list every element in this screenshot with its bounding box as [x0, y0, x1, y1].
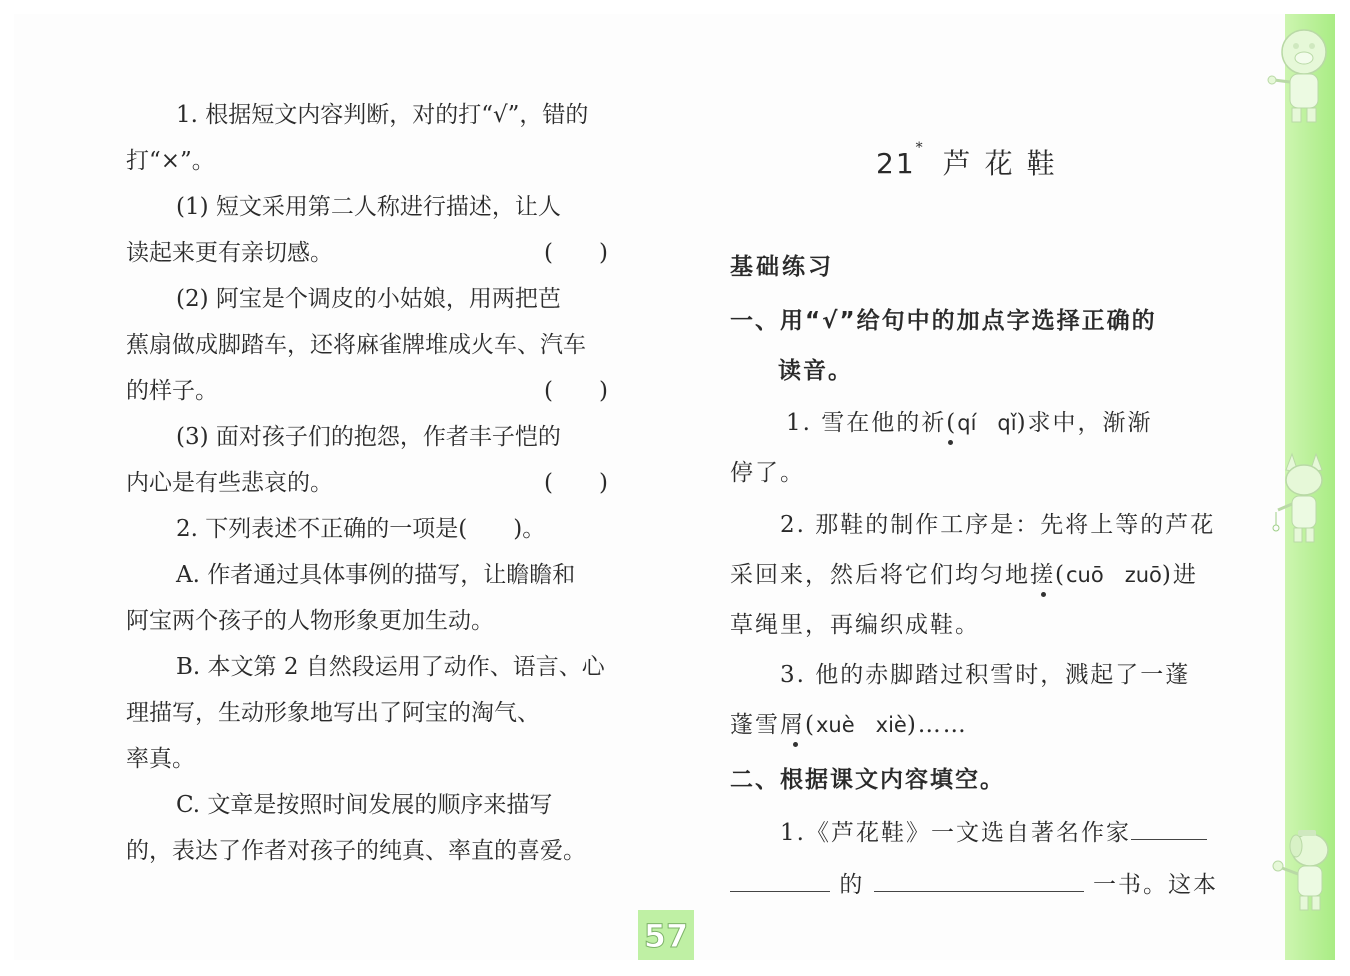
item-3-text-b: )……: [906, 712, 968, 738]
option-b-line-1: B. 本文第 2 自然段运用了动作、语言、心: [176, 654, 605, 680]
part-1-heading-line-1: 一、用“√”给句中的加点字选择正确的: [730, 308, 1157, 334]
page-number-box: [638, 910, 694, 960]
item-2-line-2: [730, 550, 1212, 600]
item-3-line-1: 3. 他的赤脚踏过积雪时，溅起了一蓬: [780, 662, 1191, 688]
answer-paren-3[interactable]: ( ): [544, 470, 608, 496]
item-1-line-2: 停了。: [730, 460, 805, 486]
statement-2-text: 的样子。: [126, 378, 218, 404]
item-2-pinyin-options[interactable]: cuō zuō: [1065, 563, 1162, 587]
part-2-heading: 二、根据课文内容填空。: [730, 767, 1005, 793]
fill-1-connector: 的: [839, 872, 865, 898]
item-2-text-b: )进: [1161, 562, 1198, 588]
statement-3-line-1: (3) 面对孩子们的抱怨，作者丰子恺的: [176, 424, 561, 450]
answer-paren-1[interactable]: ( ): [544, 240, 608, 266]
item-3-text-a: 蓬雪屑(: [730, 712, 816, 738]
page-number: 57: [643, 917, 689, 955]
item-2-line-3: 草绳里，再编织成鞋。: [730, 612, 980, 638]
lesson-name: 芦花鞋: [942, 147, 1069, 180]
item-1-text-a: 1. 雪在他的祈(: [786, 410, 958, 436]
statement-3-line-2: [126, 460, 608, 506]
item-3-pinyin-options[interactable]: xuè xiè: [815, 713, 907, 737]
fill-blank-2[interactable]: [730, 861, 830, 892]
option-a-line-2: 阿宝两个孩子的人物形象更加生动。: [126, 608, 494, 634]
statement-3-text: 内心是有些悲哀的。: [126, 470, 333, 496]
question-1-line-1: 1. 根据短文内容判断，对的打“√”，错的: [176, 102, 589, 128]
emphasis-dot: [793, 742, 798, 747]
option-b-line-2: 理描写，生动形象地写出了阿宝的淘气、: [126, 700, 540, 726]
lesson-mark: *: [915, 140, 925, 156]
item-2-line-1: 2. 那鞋的制作工序是：先将上等的芦花: [780, 512, 1216, 538]
item-1-pinyin-options[interactable]: qí qǐ: [957, 411, 1017, 435]
statement-2-line-3: [126, 368, 608, 414]
fill-1-text: 1.《芦花鞋》一文选自著名作家: [780, 820, 1131, 846]
fill-blank-3[interactable]: [874, 861, 1084, 892]
lesson-number: 21: [876, 147, 916, 180]
section-title: 基础练习: [730, 254, 834, 280]
wolf-cartoon-icon: [1266, 446, 1340, 550]
item-1-text-b: )求中，渐渐: [1016, 410, 1153, 436]
answer-paren-2[interactable]: ( ): [544, 378, 608, 404]
statement-2-line-1: (2) 阿宝是个调皮的小姑娘，用两把芭: [176, 286, 561, 312]
lesson-title: [876, 142, 1069, 182]
fill-1-line-1: [730, 808, 1262, 858]
statement-1-text: 读起来更有亲切感。: [126, 240, 333, 266]
item-1-line-1: [730, 398, 1268, 448]
statement-2-line-2: 蕉扇做成脚踏车，还将麻雀牌堆成火车、汽车: [126, 332, 586, 358]
option-c-line-1: C. 文章是按照时间发展的顺序来描写: [176, 792, 553, 818]
question-2: 2. 下列表述不正确的一项是( )。: [176, 516, 546, 542]
fill-blank-1[interactable]: [1131, 809, 1207, 840]
part-1-heading-line-2: 读音。: [778, 358, 853, 384]
dog-cartoon-icon: [1266, 820, 1340, 924]
option-c-line-2: 的，表达了作者对孩子的纯真、率直的喜爱。: [126, 838, 586, 864]
fill-1-line-2: [730, 860, 1218, 910]
item-2-text-a: 采回来，然后将它们均匀地搓(: [730, 562, 1066, 588]
left-column: [126, 92, 608, 874]
statement-1-line-2: [126, 230, 608, 276]
option-a-line-1: A. 作者通过具体事例的描写，让瞻瞻和: [176, 562, 576, 588]
emphasis-dot: [948, 440, 953, 445]
pig-cartoon-icon: [1262, 22, 1340, 132]
option-b-line-3: 率真。: [126, 746, 195, 772]
fill-1-ending: 一书。这本: [1092, 872, 1218, 898]
item-3-line-2: [730, 700, 1212, 750]
statement-1-line-1: (1) 短文采用第二人称进行描述，让人: [176, 194, 561, 220]
emphasis-dot: [1041, 592, 1046, 597]
question-1-line-2: 打“×”。: [126, 148, 215, 174]
